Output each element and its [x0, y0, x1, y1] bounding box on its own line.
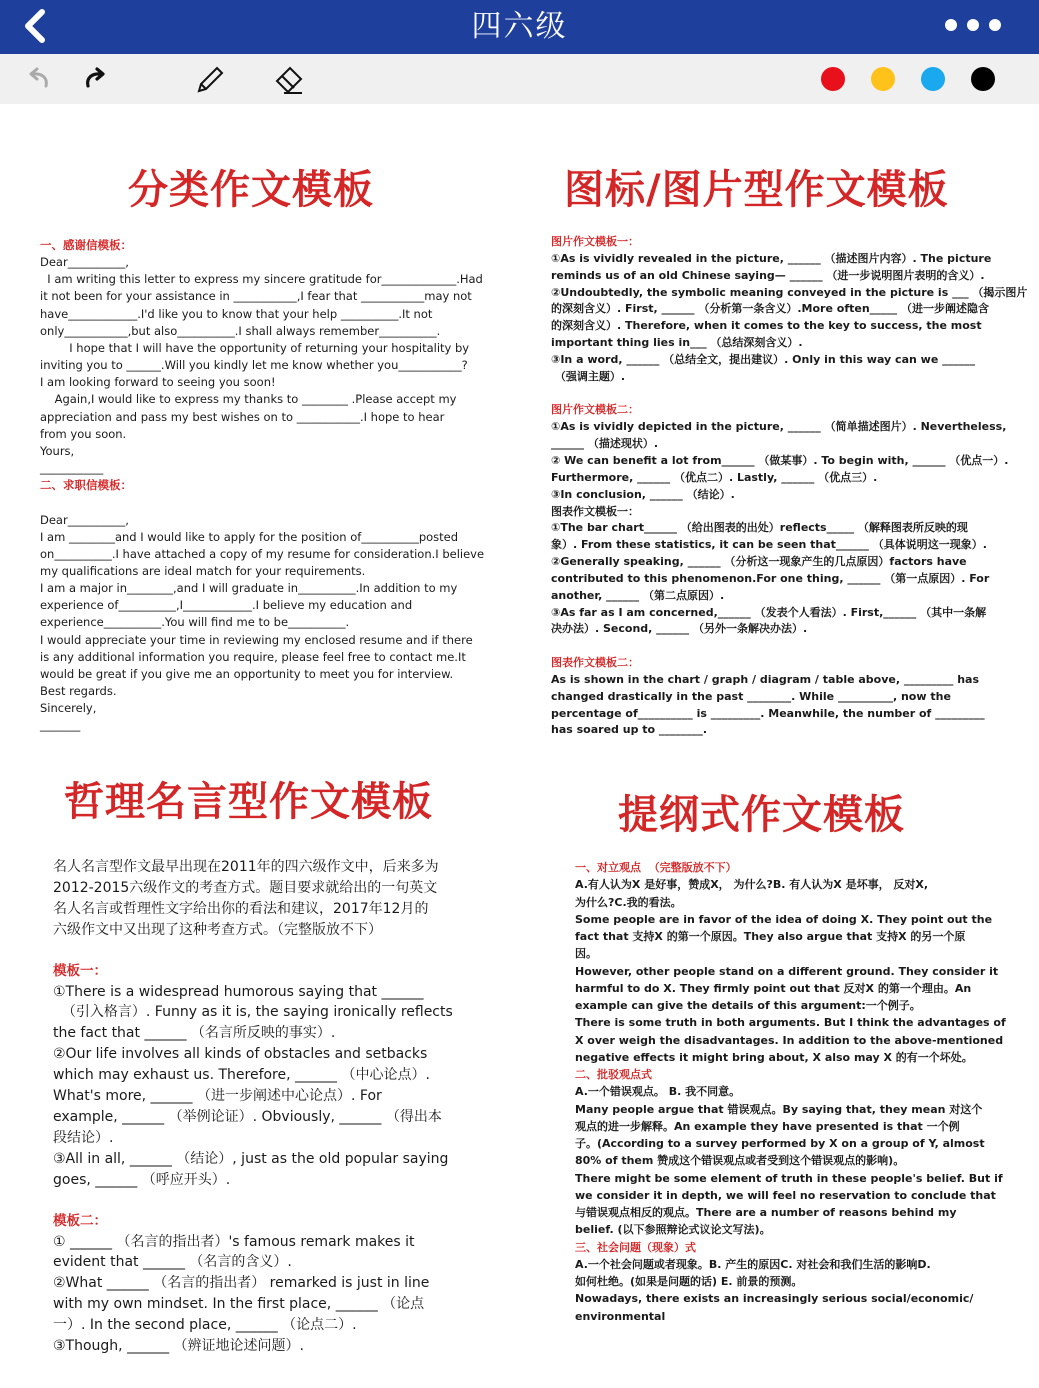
text-line: Furthermore, ______ （优点二）. Lastly, ______ （优点三）. [551, 470, 878, 484]
text-line: 观点的进一步解释。An example they have presented is that 一个例 [575, 1119, 960, 1133]
more-dots-icon [945, 19, 957, 31]
color-blue-swatch[interactable] [921, 67, 945, 91]
text-line: 决办法）. Second, ______ （另外一条解决办法）. [551, 622, 808, 636]
text-line: ①The bar chart______ （给出图表的出处）reflects_____ （解释图表所反映的现 [551, 521, 968, 535]
color-black-swatch[interactable] [971, 67, 995, 91]
text-line: goes, ______ （呼应开头）. [53, 1171, 231, 1188]
top-bar [0, 0, 1039, 54]
text-line: Nowadays, there exists an increasingly serious social/economic/ [575, 1292, 974, 1306]
eraser-icon [272, 62, 306, 96]
text-line: negative effects it might bring about, X also may X 的有一个坏处。 [575, 1050, 973, 1064]
text-line: 为什么?C.我的看法。 [575, 895, 682, 909]
text-line: experience__________.You will find me to be__________. [40, 615, 350, 630]
text-line: 因。 [575, 947, 597, 961]
section-label: 图表作文模板二： [551, 656, 639, 670]
text-line: would be great if you give me an opportunity to meet you for interview. [40, 666, 454, 681]
text-line: my qualifications are ideal match for your requirements. [40, 563, 366, 578]
text-line: ①There is a widespread humorous saying that ______ [53, 983, 424, 1000]
text-line: ② We can benefit a lot from______ （做某事）. To begin with, ______ （优点一）. [551, 453, 1009, 467]
text-line: ②Undoubtedly, the symbolic meaning conveyed in the picture is ___ （揭示图片 [551, 285, 1028, 299]
text-line: appreciation and pass my best wishes on to ___________.I hope to hear [40, 409, 445, 424]
section-label: 一、感谢信模板： [40, 238, 132, 252]
redo-button[interactable] [78, 62, 112, 96]
text-line: A.有人认为X 是好事，赞成X， 为什么?B. 有人认为X 是坏事， 反对X, [575, 878, 929, 892]
text-line: ①As is vividly depicted in the picture, ______ （简单描述图片）. Nevertheless, [551, 420, 1007, 434]
text-line: example, ______ （举例论证）. Obviously, ______ （得出本 [53, 1108, 442, 1125]
drawing-toolbar [0, 54, 1039, 104]
section-label: 二、批驳观点式 [575, 1068, 652, 1081]
text-line: ③Though, ______ （辨证地论述问题）. [53, 1338, 304, 1355]
text-line: environmental [575, 1309, 666, 1323]
text-line: 名人名言型作文最早出现在2011年的四六级作文中，后来多为 [53, 859, 439, 875]
text-line: （强调主题）. [551, 369, 626, 383]
more-dots-icon [967, 19, 979, 31]
text-line: 如何杜绝。(如果是问题的话) E. 前景的预测。 [575, 1275, 803, 1288]
text-line: harmful to do X. They firmly point out that 反对X 的第一个理由。An [575, 981, 972, 995]
text-line [551, 386, 1011, 403]
text-line: changed drastically in the past ________. While __________, now the [551, 689, 951, 703]
outline-template-heading: 提纲式作文模板 [618, 792, 905, 838]
text-line: only___________,but also__________.I shall always remember__________. [40, 323, 441, 338]
text-line: with my own mindset. In the first place, ______ （论点 [53, 1296, 425, 1313]
text-line: ① ______ （名言的指出者）'s famous remark makes it [53, 1233, 415, 1250]
text-line: reminds us of an old Chinese saying— ______ （进一步说明图片表明的含义）. [551, 268, 985, 282]
text-line: 图表作文模板一： [551, 504, 639, 518]
text-line: Many people argue that 错误观点。By saying that, they mean 对这个 [575, 1102, 983, 1116]
text-line: it not been for your assistance in ___________,I fear that ___________may not [40, 289, 472, 304]
text-line: I hope that I will have the opportunity of returning your hospitality by [40, 340, 470, 355]
text-line: Yours, [40, 443, 75, 458]
undo-button[interactable] [22, 62, 56, 96]
page-title: 四六级 [471, 9, 568, 44]
outline-template-text [575, 859, 1015, 1325]
text-line: As is shown in the chart / graph / diagram / table above, _________ has [551, 672, 980, 686]
text-line: Dear__________, [40, 255, 129, 270]
text-line: from you soon. [40, 426, 127, 441]
pen-button[interactable] [192, 62, 226, 96]
text-line: I am ________and I would like to apply for the position of__________posted [40, 529, 459, 544]
text-line: contributed to this phenomenon.For one thing, ______ （第一点原因）. For [551, 571, 990, 585]
text-line: we consider it in depth, we will feel no reservation to conclude that [575, 1188, 996, 1202]
text-line: ③As far as I am concerned,______ （发表个人看法）. First,______ （其中一条解 [551, 605, 987, 619]
chart-template-text [551, 234, 1028, 739]
section-label: 二、求职信模板： [40, 478, 132, 493]
text-line [551, 638, 1011, 655]
color-yellow-swatch[interactable] [871, 67, 895, 91]
text-line: 象）. From these statistics, it can be seen that______ （具体说明这一现象）. [551, 538, 987, 552]
text-line: （引入格言）. Funny as it is, the saying ironically reflects [53, 1004, 453, 1021]
text-line: 名人名言或哲理性文字给出你的看法和建议，2017年12月的 [53, 900, 429, 917]
text-line: ______ （描述现状）. [551, 437, 659, 451]
eraser-button[interactable] [272, 62, 306, 96]
text-line: ②What ______ （名言的指出者） remarked is just in line [53, 1275, 430, 1292]
section-label: 三、社会问题（现象）式 [575, 1240, 696, 1254]
spacer [53, 941, 473, 961]
text-line: X over weigh the disadvantages. In addition to the above-mentioned [575, 1033, 1004, 1047]
text-line: 的深刻含义）. First, ______ （分析第一条含义）.More often_____ （进一步阐述隐含 [551, 302, 989, 316]
text-line: I would appreciate your time in reviewing my enclosed resume and if there [40, 632, 473, 647]
text-line: I am writing this letter to express my sincere gratitude for_____________.Had [40, 272, 483, 287]
text-line: belief. (以下参照辩论式议论文写法)。 [575, 1223, 771, 1237]
text-line: is any additional information you require, please feel free to contact me.It [40, 649, 466, 664]
text-line: which may exhaust us. Therefore, ______ （中心论点）. [53, 1067, 430, 1084]
section-label: 模板一： [53, 962, 107, 979]
text-line: Again,I would like to express my thanks to ________ .Please accept my [40, 392, 457, 407]
text-line: evident that ______ （名言的含义）. [53, 1254, 292, 1271]
text-line: have____________.I'd like you to know that your help __________.It not [40, 306, 433, 321]
quote-template-text [53, 857, 473, 1357]
section-label: 一、对立观点 （完整版放不下） [575, 861, 737, 874]
text-line: I am looking forward to seeing you soon! [40, 375, 276, 390]
classify-template-text [40, 237, 490, 735]
text-line: Best regards. [40, 684, 117, 699]
text-line: There is some truth in both arguments. But I think the advantages of [575, 1016, 1006, 1030]
text-line: important thing lies in___ （总结深刻含义）. [551, 336, 803, 350]
pen-icon [192, 62, 226, 96]
text-line: 2012-2015六级作文的考查方式。题目要求就给出的一句英文 [53, 879, 438, 896]
text-line: inviting you to ______.Will you kindly let me know whether you___________? [40, 358, 468, 373]
text-line: 的深刻含义）. Therefore, when it comes to the key to success, the most [551, 319, 982, 333]
color-red-swatch[interactable] [821, 67, 845, 91]
text-line: What's more, ______ （进一步阐述中心论点）. For [53, 1088, 382, 1105]
text-line: 子。(According to a survey performed by X on a group of Y, almost [575, 1137, 985, 1150]
text-line: ①As is vividly revealed in the picture, ______ （描述图片内容）. The picture [551, 251, 992, 265]
section-label: 图片作文模板一： [551, 235, 639, 248]
text-line: ②Our life involves all kinds of obstacles and setbacks [53, 1046, 428, 1063]
text-line: on__________.I have attached a copy of my resume for consideration.I believe [40, 546, 485, 561]
chart-template-heading: 图标/图片型作文模板 [564, 167, 949, 213]
spacer [53, 1191, 473, 1211]
text-line: Some people are in favor of the idea of doing X. They point out the [575, 912, 993, 926]
text-line: ③All in all, ______ （结论）, just as the old popular saying [53, 1150, 449, 1167]
text-line: A.一个社会问题或者现象。B. 产生的原因C. 对社会和我们生活的影响D. [575, 1257, 931, 1271]
quote-template-heading: 哲理名言型作文模板 [64, 779, 433, 825]
text-line: ②Generally speaking, ______ （分析这一现象产生的几点原因）factors have [551, 555, 967, 569]
more-dots-icon [989, 19, 1001, 31]
text-line: percentage of__________ is _________. Meanwhile, the number of _________ [551, 706, 985, 720]
section-label: 模板二： [53, 1212, 107, 1229]
section-label: 图片作文模板二： [551, 403, 639, 417]
text-line: I am a major in________,and I will graduate in__________.In addition to my [40, 581, 458, 596]
text-line: There might be some element of truth in these people's belief. But if [575, 1171, 1003, 1185]
text-line: example can give the details of this argument:一个例子。 [575, 999, 921, 1012]
text-line [40, 494, 490, 511]
text-line: has soared up to ________. [551, 723, 708, 737]
text-line: ③In a word, ______ （总结全文，提出建议）. Only in this way can we ______ [551, 352, 976, 366]
text-line: Dear__________, [40, 512, 129, 527]
text-line: A.一个错误观点。 B. 我不同意。 [575, 1085, 741, 1099]
text-line: ③In conclusion, ______ （结论）. [551, 487, 735, 501]
classify-template-heading: 分类作文模板 [128, 167, 374, 213]
text-line: 一）. In the second place, ______ （论点二）. [53, 1317, 357, 1334]
undo-icon [24, 64, 54, 94]
text-line: _______ [40, 718, 81, 733]
text-line: experience of__________,I____________.I believe my education and [40, 598, 413, 613]
text-line: 80% of them 赞成这个错误观点或者受到这个错误观点的影响)。 [575, 1154, 905, 1168]
text-line: Sincerely, [40, 701, 97, 716]
text-line: 六级作文中又出现了这种考查方式。（完整版放不下） [53, 921, 382, 938]
text-line: another, ______ （第二点原因）. [551, 588, 725, 602]
redo-icon [80, 64, 110, 94]
more-button[interactable] [945, 12, 1001, 38]
text-line: 与错误观点相反的观点。There are a number of reasons behind my [575, 1206, 957, 1219]
text-line: the fact that ______ （名言所反映的事实）. [53, 1025, 336, 1042]
text-line: fact that 支持X 的第一个原因。They also argue that 支持X 的另一个原 [575, 930, 966, 943]
text-line: However, other people stand on a different ground. They consider it [575, 964, 999, 978]
text-line: 段结论）. [53, 1129, 114, 1146]
text-line: ___________ [40, 461, 104, 476]
